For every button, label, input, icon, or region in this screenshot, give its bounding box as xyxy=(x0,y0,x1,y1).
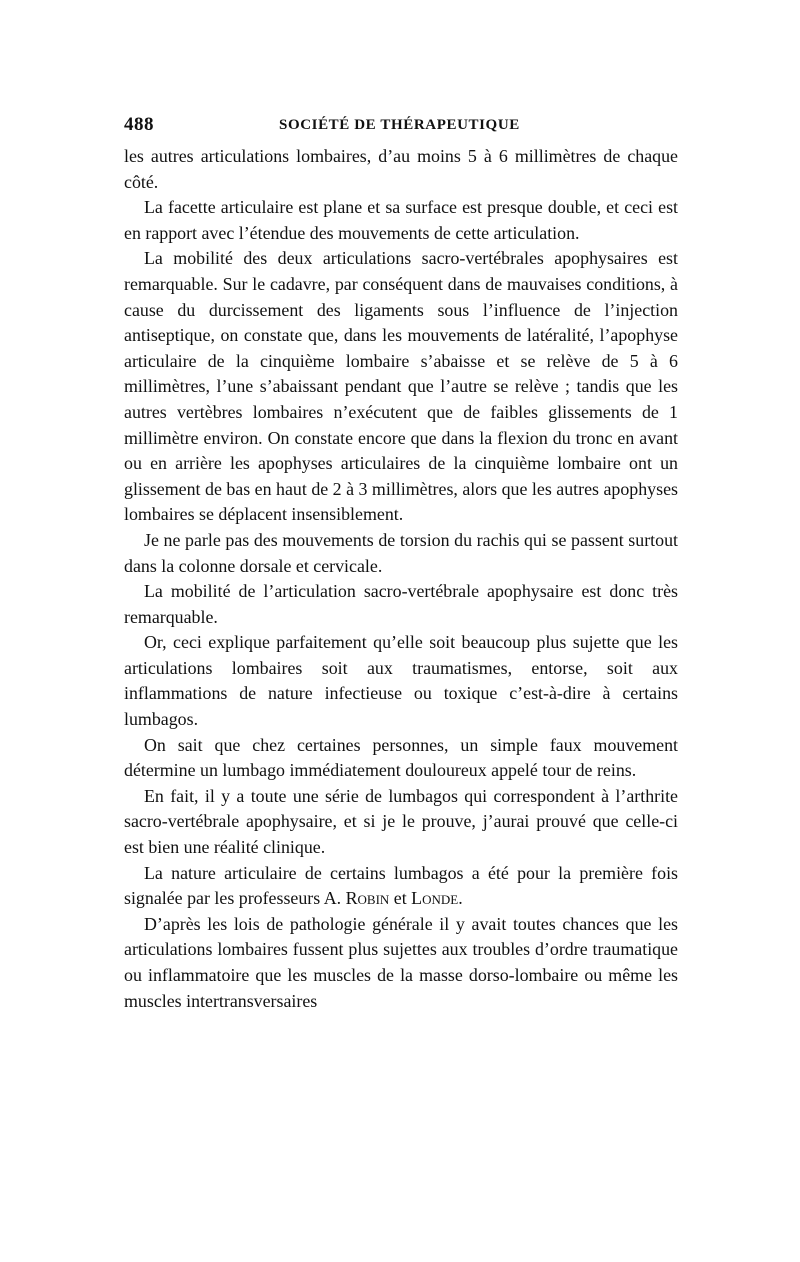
author-name-robin: Robin xyxy=(345,888,390,909)
paragraph-last: D’après les lois de pathologie générale il y avait toutes chances que les articulations lombaires fussent plus sujettes aux troubles d’ordre traumatique ou inflammatoire que les muscles de la masse dorso-lombaire ou même les muscles intertransversaires xyxy=(124,913,678,1011)
running-header xyxy=(124,108,678,142)
paragraph: La mobilité de l’articulation sacro-vertébrale apophysaire est donc très remarquable. xyxy=(124,581,678,627)
paragraph: En fait, il y a toute une série de lumbagos qui correspondent à l’arthrite sacro-vertébrale apophysaire, et si je le prouve, j’aurai prouvé que celle-ci est bien une réalité clinique. xyxy=(124,785,678,858)
paragraph: La mobilité des deux articulations sacro-vertébrales apophysaires est remarquable. Sur le cadavre, par conséquent dans de mauvaises conditions, à cause du durcissement des ligaments sous l’influence de l’injection antiseptique, on constate que, dans les mouvements de latéralité, l’apophyse articulaire de la cinquième lombaire s’abaisse et se relève de 5 à 6 millimètres, l’une s’abaissant pendant que l’autre se relève ; tandis que les autres vertèbres lombaires n’exécutent que de faibles glissements de 1 millimètre environ. On constate encore que dans la flexion du tronc en avant ou en arrière les apophyses articulaires de la cinquième lombaire ont un glissement de bas en haut de 2 à 3 millimètres, alors que les autres apophyses lombaires se déplacent insensiblement. xyxy=(124,248,678,525)
paragraph: Or, ceci explique parfaitement qu’elle soit beaucoup plus sujette que les articulations lombaires soit aux traumatismes, entorse, soit aux inflammations de nature infectieuse ou toxique c’est-à-dire à certains lumbagos. xyxy=(124,632,678,730)
body-text xyxy=(124,144,678,1014)
page-number: 488 xyxy=(124,114,154,135)
paragraph-continued: les autres articulations lombaires, d’au moins 5 à 6 millimètres de chaque côté. xyxy=(124,146,678,192)
paragraph: On sait que chez certaines personnes, un simple faux mouvement détermine un lumbago immédiatement douloureux appelé tour de reins. xyxy=(124,734,678,781)
document-page xyxy=(124,108,678,1014)
paragraph-robin-londe xyxy=(124,861,678,912)
paragraph-text: La nature articulaire de certains lumbagos a été pour la première fois signalée par les professeurs A. xyxy=(124,862,678,909)
paragraph: La facette articulaire est plane et sa surface est presque double, et ceci est en rapport avec l’étendue des mouvements de cette articulation. xyxy=(124,197,678,243)
author-name-londe: Londe xyxy=(411,888,459,909)
paragraph-text: et xyxy=(389,888,412,909)
paragraph-text: . xyxy=(458,888,463,909)
running-title: SOCIÉTÉ DE THÉRAPEUTIQUE xyxy=(279,117,520,133)
paragraph: Je ne parle pas des mouvements de torsion du rachis qui se passent surtout dans la colonne dorsale et cervicale. xyxy=(124,529,678,576)
